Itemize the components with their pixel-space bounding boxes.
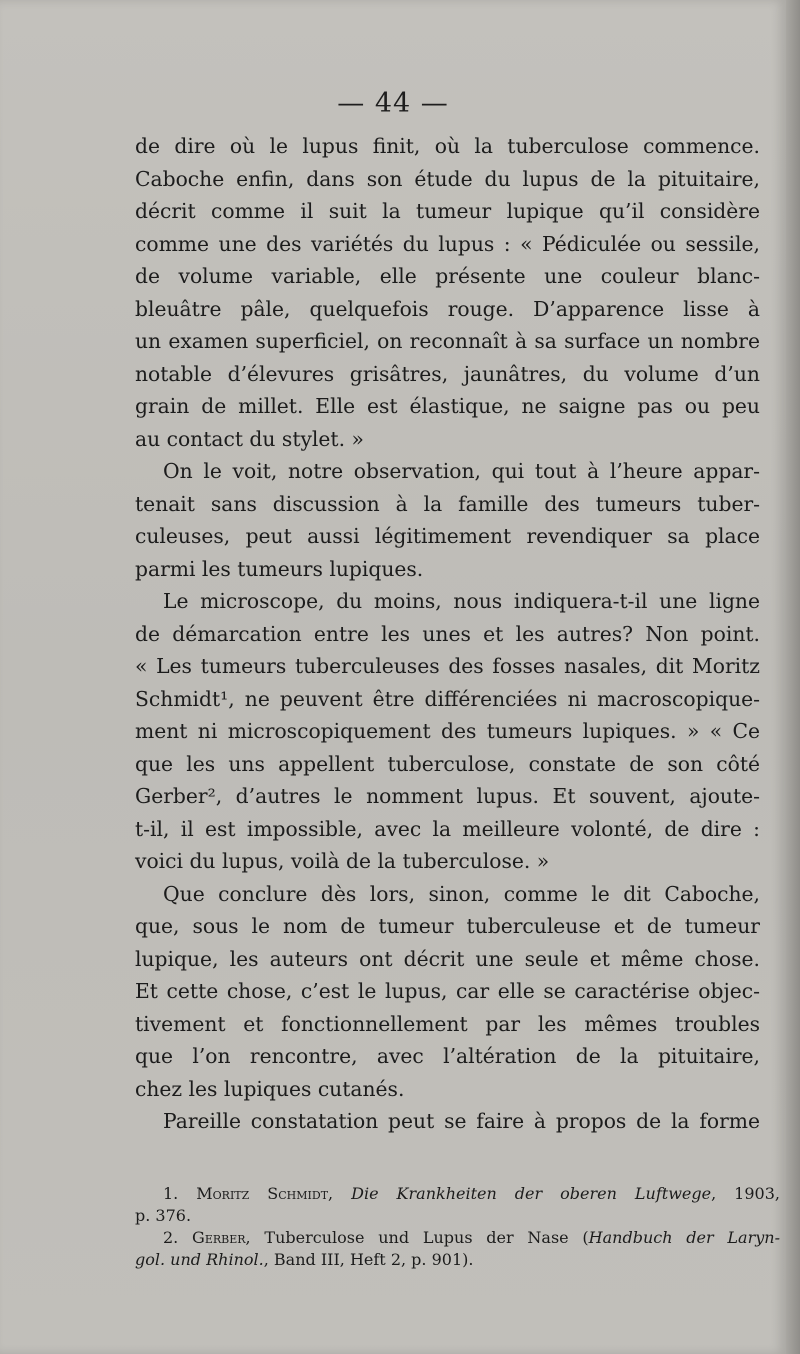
text-line: Schmidt¹, ne peuvent être différenciées ni macroscopique- xyxy=(135,686,760,711)
text-line: comme une des variétés du lupus : « Pédiculée ou sessile, xyxy=(135,231,760,256)
text-line: que, sous le nom de tumeur tuberculeuse et de tumeur xyxy=(135,914,760,938)
text-line: tenait sans discussion à la famille des tumeurs tuber- xyxy=(135,491,760,516)
text-line: chez les lupiques cutanés. xyxy=(135,1076,405,1101)
text-line: de démarcation entre les unes et les autres? Non point. xyxy=(135,621,760,646)
text-line: Caboche enfin, dans son étude du lupus de la pituitaire, xyxy=(135,166,760,191)
text-line: lupique, les auteurs ont décrit une seule et même chose. xyxy=(135,946,760,971)
footnote-1-line-1 xyxy=(135,1183,780,1205)
text-line: décrit comme il suit la tumeur lupique qu’il considère xyxy=(135,199,760,223)
footnote-2-title: , Tuberculose und Lupus der Nase ( xyxy=(245,1228,589,1247)
text-line: grain de millet. Elle est élastique, ne saigne pas ou peu xyxy=(135,394,760,418)
footnote-2-source: Handbuch der Laryn- xyxy=(588,1228,780,1247)
text-line: un examen superficiel, on reconnaît à sa surface un nombre xyxy=(135,329,760,353)
text-line: que l’on rencontre, avec l’altération de la pituitaire, xyxy=(135,1044,760,1068)
text-line: que les uns appellent tuberculose, constate de son côté xyxy=(135,751,760,776)
text-line: t-il, il est impossible, avec la meilleure volonté, de dire : xyxy=(135,816,760,841)
text-line: au contact du stylet. » xyxy=(135,426,364,451)
text-line: culeuses, peut aussi légitimement revendiquer sa place xyxy=(135,524,760,548)
text-line: tivement et fonctionnellement par les mêmes troubles xyxy=(135,1011,760,1036)
footnote-1-title: Die Krankheiten der oberen Luftwege xyxy=(351,1184,712,1203)
text-line: parmi les tumeurs lupiques. xyxy=(135,556,424,581)
page-number: — 44 — xyxy=(337,88,449,119)
text-line: notable d’élevures grisâtres, jaunâtres, du volume d’un xyxy=(135,361,760,386)
text-line: de dire où le lupus finit, où la tuberculose commence. xyxy=(135,134,760,158)
footnote-1-year: , 1903, xyxy=(711,1184,780,1203)
footnote-1-author: Moritz Schmidt xyxy=(196,1184,329,1203)
text-line: ment ni microscopiquement des tumeurs lupiques. » « Ce xyxy=(135,719,760,743)
text-line: Que conclure dès lors, sinon, comme le dit Caboche, xyxy=(163,881,760,906)
footnote-2-line-1 xyxy=(135,1227,780,1249)
text-line: Et cette chose, c’est le lupus, car elle se caractérise objec- xyxy=(135,979,760,1003)
footnotes xyxy=(135,1183,780,1271)
footnote-1-line-2: p. 376. xyxy=(135,1206,192,1225)
footnote-2-source-cont: gol. und Rhinol. xyxy=(135,1250,264,1269)
footnote-2-details: , Band III, Heft 2, p. 901). xyxy=(263,1250,474,1269)
text-line: Gerber², d’autres le nomment lupus. Et souvent, ajoute- xyxy=(135,784,760,808)
text-line: « Les tumeurs tuberculeuses des fosses nasales, dit Moritz xyxy=(135,654,760,678)
text-line: On le voit, notre observation, qui tout à l’heure appar- xyxy=(163,459,760,483)
text-line: voici du lupus, voilà de la tuberculose. » xyxy=(135,849,550,873)
footnote-2-number: 2. xyxy=(163,1228,179,1247)
text-line: bleuâtre pâle, quelquefois rouge. D’apparence lisse à xyxy=(135,296,760,321)
footnote-1-separator: , xyxy=(328,1184,334,1203)
footnote-1-number: 1. xyxy=(163,1184,179,1203)
text-line: Le microscope, du moins, nous indiquera-t-il une ligne xyxy=(163,589,760,613)
text-line: de volume variable, elle présente une couleur blanc- xyxy=(135,264,760,288)
body-text xyxy=(135,130,760,1138)
page-edge-shadow xyxy=(786,0,800,1354)
footnote-2-author: Gerber xyxy=(192,1228,246,1247)
text-line: Pareille constatation peut se faire à propos de la forme xyxy=(163,1109,760,1133)
footnote-2-line-2 xyxy=(135,1249,780,1271)
